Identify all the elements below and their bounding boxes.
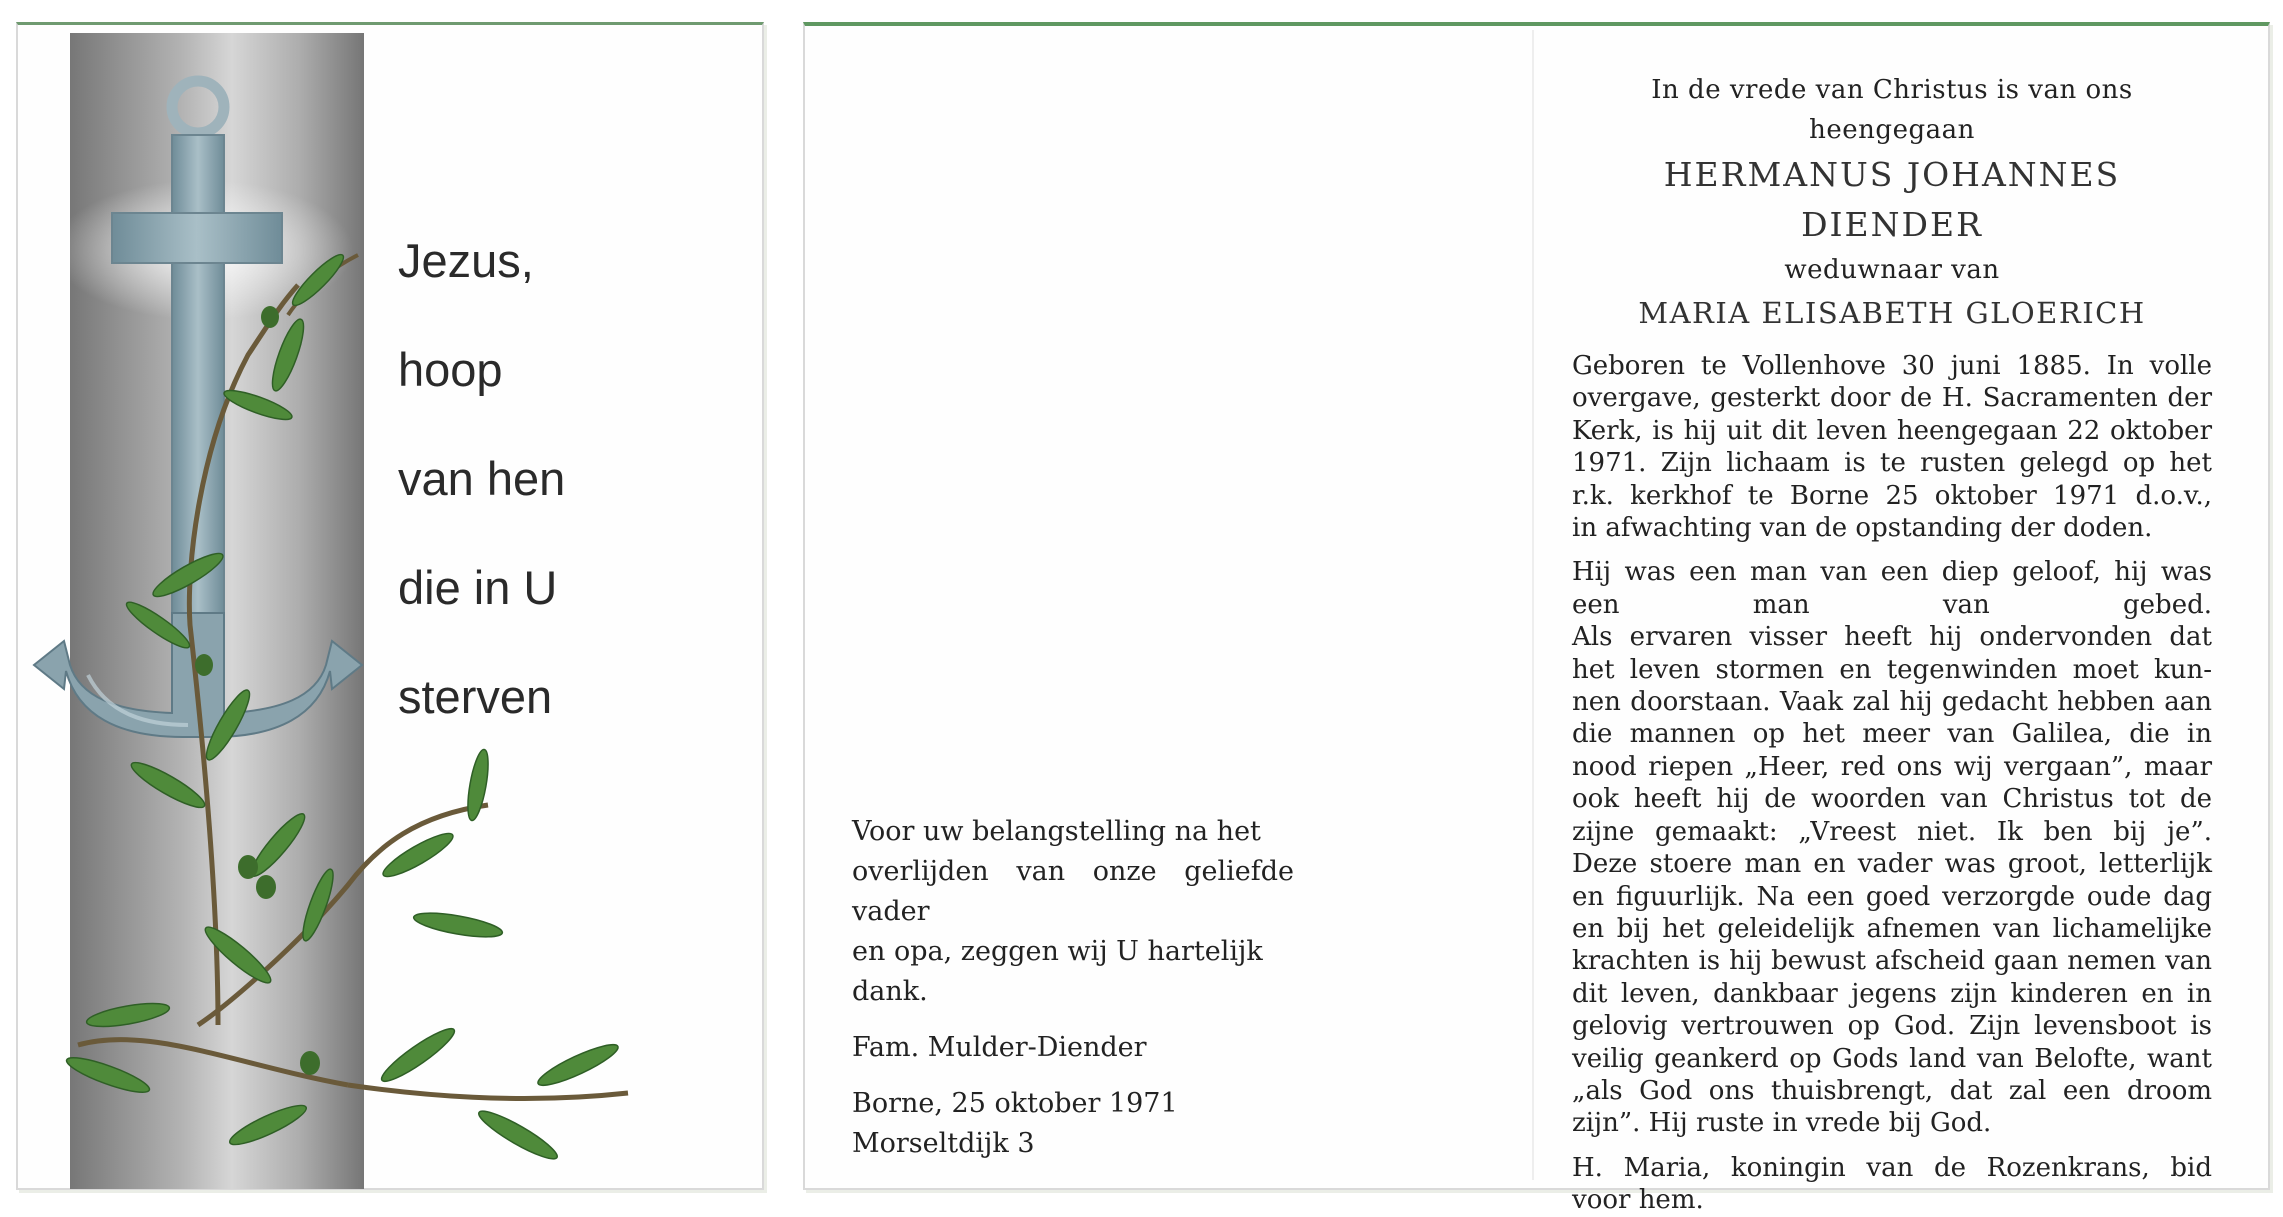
front-card [16,22,764,1190]
obituary-line: Kerk, is hij uit dit leven heengegaan 22 oktober [1572,415,2212,446]
obituary-line: nen doorstaan. Vaak zal hij gedacht hebben aan [1572,687,2212,718]
obituary-line: ook heeft hij de woorden van Christus tot de [1572,784,2212,815]
thanks-line: dank. [852,976,928,1007]
obituary-line: zijn”. Hij ruste in vrede bij God. [1572,1108,1992,1139]
thanks-message [852,812,1294,1164]
thanks-line: overlijden van onze geliefde vader [852,856,1294,927]
obituary [1572,70,2212,1217]
obituary-line: krachten is hij bewust afscheid gaan nemen van [1572,946,2212,977]
fold-line [1532,30,1534,1180]
obituary-line: gelovig vertrouwen op God. Zijn levensboot is [1572,1011,2212,1042]
obituary-line: Als ervaren visser heeft hij ondervonden dat [1572,622,2212,653]
verse-line: sterven [398,670,553,723]
obituary-line: Geboren te Vollenhove 30 juni 1885. In volle [1572,351,2212,381]
character-paragraph [1572,556,2212,1139]
obituary-line: 1971. Zijn lichaam is te rusten gelegd op het [1572,448,2212,479]
spouse-name: MARIA ELISABETH GLOERICH [1638,296,2146,330]
verse-line: van hen [398,452,566,505]
verse-line: hoop [398,343,503,396]
obituary-line: r.k. kerkhof te Borne 25 oktober 1971 d.o.v., [1572,480,2212,511]
obituary-line: voor hem. [1572,1185,1704,1216]
anchor-ring [172,81,224,133]
prayer-paragraph [1572,1152,2212,1217]
biography-paragraph [1572,350,2212,544]
family-signature: Fam. Mulder-Diender [852,1032,1147,1063]
address: Morseltdijk 3 [852,1128,1035,1159]
obituary-line: die mannen op het meer van Galilea, die in [1572,719,2212,750]
obituary-line: nood riepen „Heer, red ons wij vergaan”, maar [1572,751,2212,782]
obituary-line: H. Maria, koningin van de Rozenkrans, bid [1572,1152,2212,1183]
obituary-line: overgave, gesterkt door de H. Sacramenten der [1572,383,2212,414]
obituary-line: dit leven, dankbaar jegens zijn kinderen en in [1572,978,2212,1009]
obituary-line: het leven stormen en tegenwinden moet kun- [1572,654,2212,685]
obituary-line: in afwachting van de opstanding der doden. [1572,513,2153,544]
thanks-line: en opa, zeggen wij U hartelijk [852,936,1263,967]
front-verse [398,231,658,776]
widower-of: weduwnaar van [1784,255,2000,285]
cross-horizontal [112,213,282,263]
obituary-line: „als God ons thuisbrengt, dat zal een droom [1572,1075,2212,1106]
obituary-line: Deze stoere man en vader was groot, letterlijk [1572,849,2212,880]
cross-vertical [172,135,224,625]
obituary-line: en figuurlijk. Na een goed verzorgde oude dag [1572,881,2212,912]
deceased-name: HERMANUS JOHANNES DIENDER [1663,155,2121,244]
verse-line: die in U [398,561,558,614]
obituary-intro: In de vrede van Christus is van ons heengegaan [1651,75,2133,145]
obituary-line: Hij was een man van een diep geloof, hij was [1572,557,2212,588]
verse-line: Jezus, [398,234,534,287]
obituary-line: veilig geankerd op Gods land van Belofte, want [1572,1043,2212,1074]
thanks-line: Voor uw belangstelling na het [852,816,1261,847]
place-date: Borne, 25 oktober 1971 [852,1088,1178,1119]
obituary-line: en bij het geleidelijk afnemen van lichamelijke [1572,913,2212,944]
obituary-line: een man van gebed. [1572,589,2212,620]
obituary-line: zijne gemaakt: „Vreest niet. Ik ben bij je”. [1572,816,2212,847]
